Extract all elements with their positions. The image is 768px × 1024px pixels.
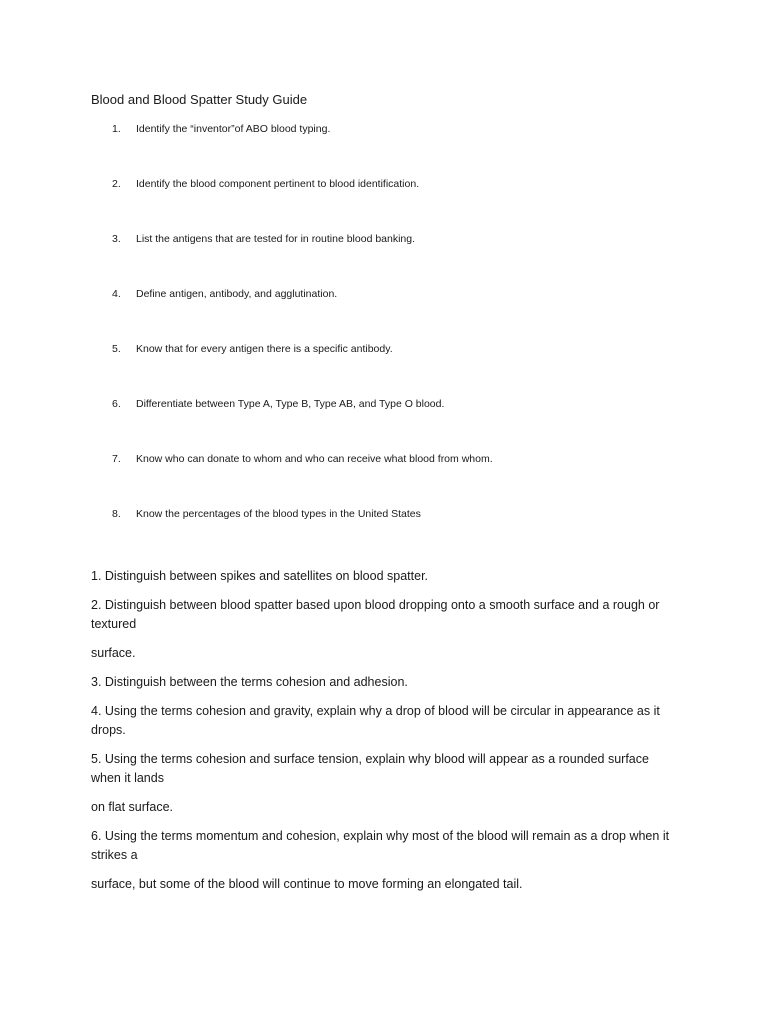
list-item bbox=[112, 507, 672, 521]
list-item-text: List the antigens that are tested for in routine blood banking. bbox=[136, 233, 416, 245]
list-item-text: Define antigen, antibody, and agglutination. bbox=[136, 288, 338, 300]
list-item bbox=[112, 287, 672, 301]
list-item bbox=[112, 342, 672, 356]
list-item-text: Know that for every antigen there is a specific antibody. bbox=[136, 343, 393, 355]
paragraph: 6. Using the terms momentum and cohesion, explain why most of the blood will remain as a drop when it strikes a bbox=[91, 829, 670, 862]
list-item-text: Know who can donate to whom and who can receive what blood from whom. bbox=[136, 453, 493, 465]
paragraph: 4. Using the terms cohesion and gravity, explain why a drop of blood will be circular in appearance as it drops. bbox=[91, 704, 660, 737]
list-item-number: 5. bbox=[112, 343, 121, 355]
paragraph: 5. Using the terms cohesion and surface tension, explain why blood will appear as a rounded surface when it lands bbox=[91, 752, 649, 785]
paragraph: surface. bbox=[91, 646, 136, 660]
paragraph: surface, but some of the blood will continue to move forming an elongated tail. bbox=[91, 877, 523, 891]
list-item-number: 3. bbox=[112, 233, 121, 245]
list-item-number: 8. bbox=[112, 508, 121, 520]
paragraph: 1. Distinguish between spikes and satellites on blood spatter. bbox=[91, 569, 429, 583]
list-item-text: Differentiate between Type A, Type B, Type AB, and Type O blood. bbox=[136, 398, 445, 410]
list-item-number: 1. bbox=[112, 123, 121, 135]
list-item-text: Identify the blood component pertinent to blood identification. bbox=[136, 178, 420, 190]
paragraph: 2. Distinguish between blood spatter based upon blood dropping onto a smooth surface and a rough or textured bbox=[91, 598, 660, 631]
list-item bbox=[112, 232, 672, 246]
document-title: Blood and Blood Spatter Study Guide bbox=[91, 92, 308, 107]
list-item bbox=[112, 452, 672, 466]
paragraph: on flat surface. bbox=[91, 800, 173, 814]
list-item-number: 6. bbox=[112, 398, 121, 410]
list-item-number: 4. bbox=[112, 288, 121, 300]
list-item bbox=[112, 177, 672, 191]
list-item-text: Identify the “inventor”of ABO blood typing. bbox=[136, 123, 331, 135]
list-item-number: 2. bbox=[112, 178, 121, 190]
list-item bbox=[112, 397, 672, 411]
list-item-number: 7. bbox=[112, 453, 121, 465]
list-item-text: Know the percentages of the blood types in the United States bbox=[136, 508, 421, 520]
paragraph: 3. Distinguish between the terms cohesion and adhesion. bbox=[91, 675, 408, 689]
list-item bbox=[112, 122, 672, 136]
